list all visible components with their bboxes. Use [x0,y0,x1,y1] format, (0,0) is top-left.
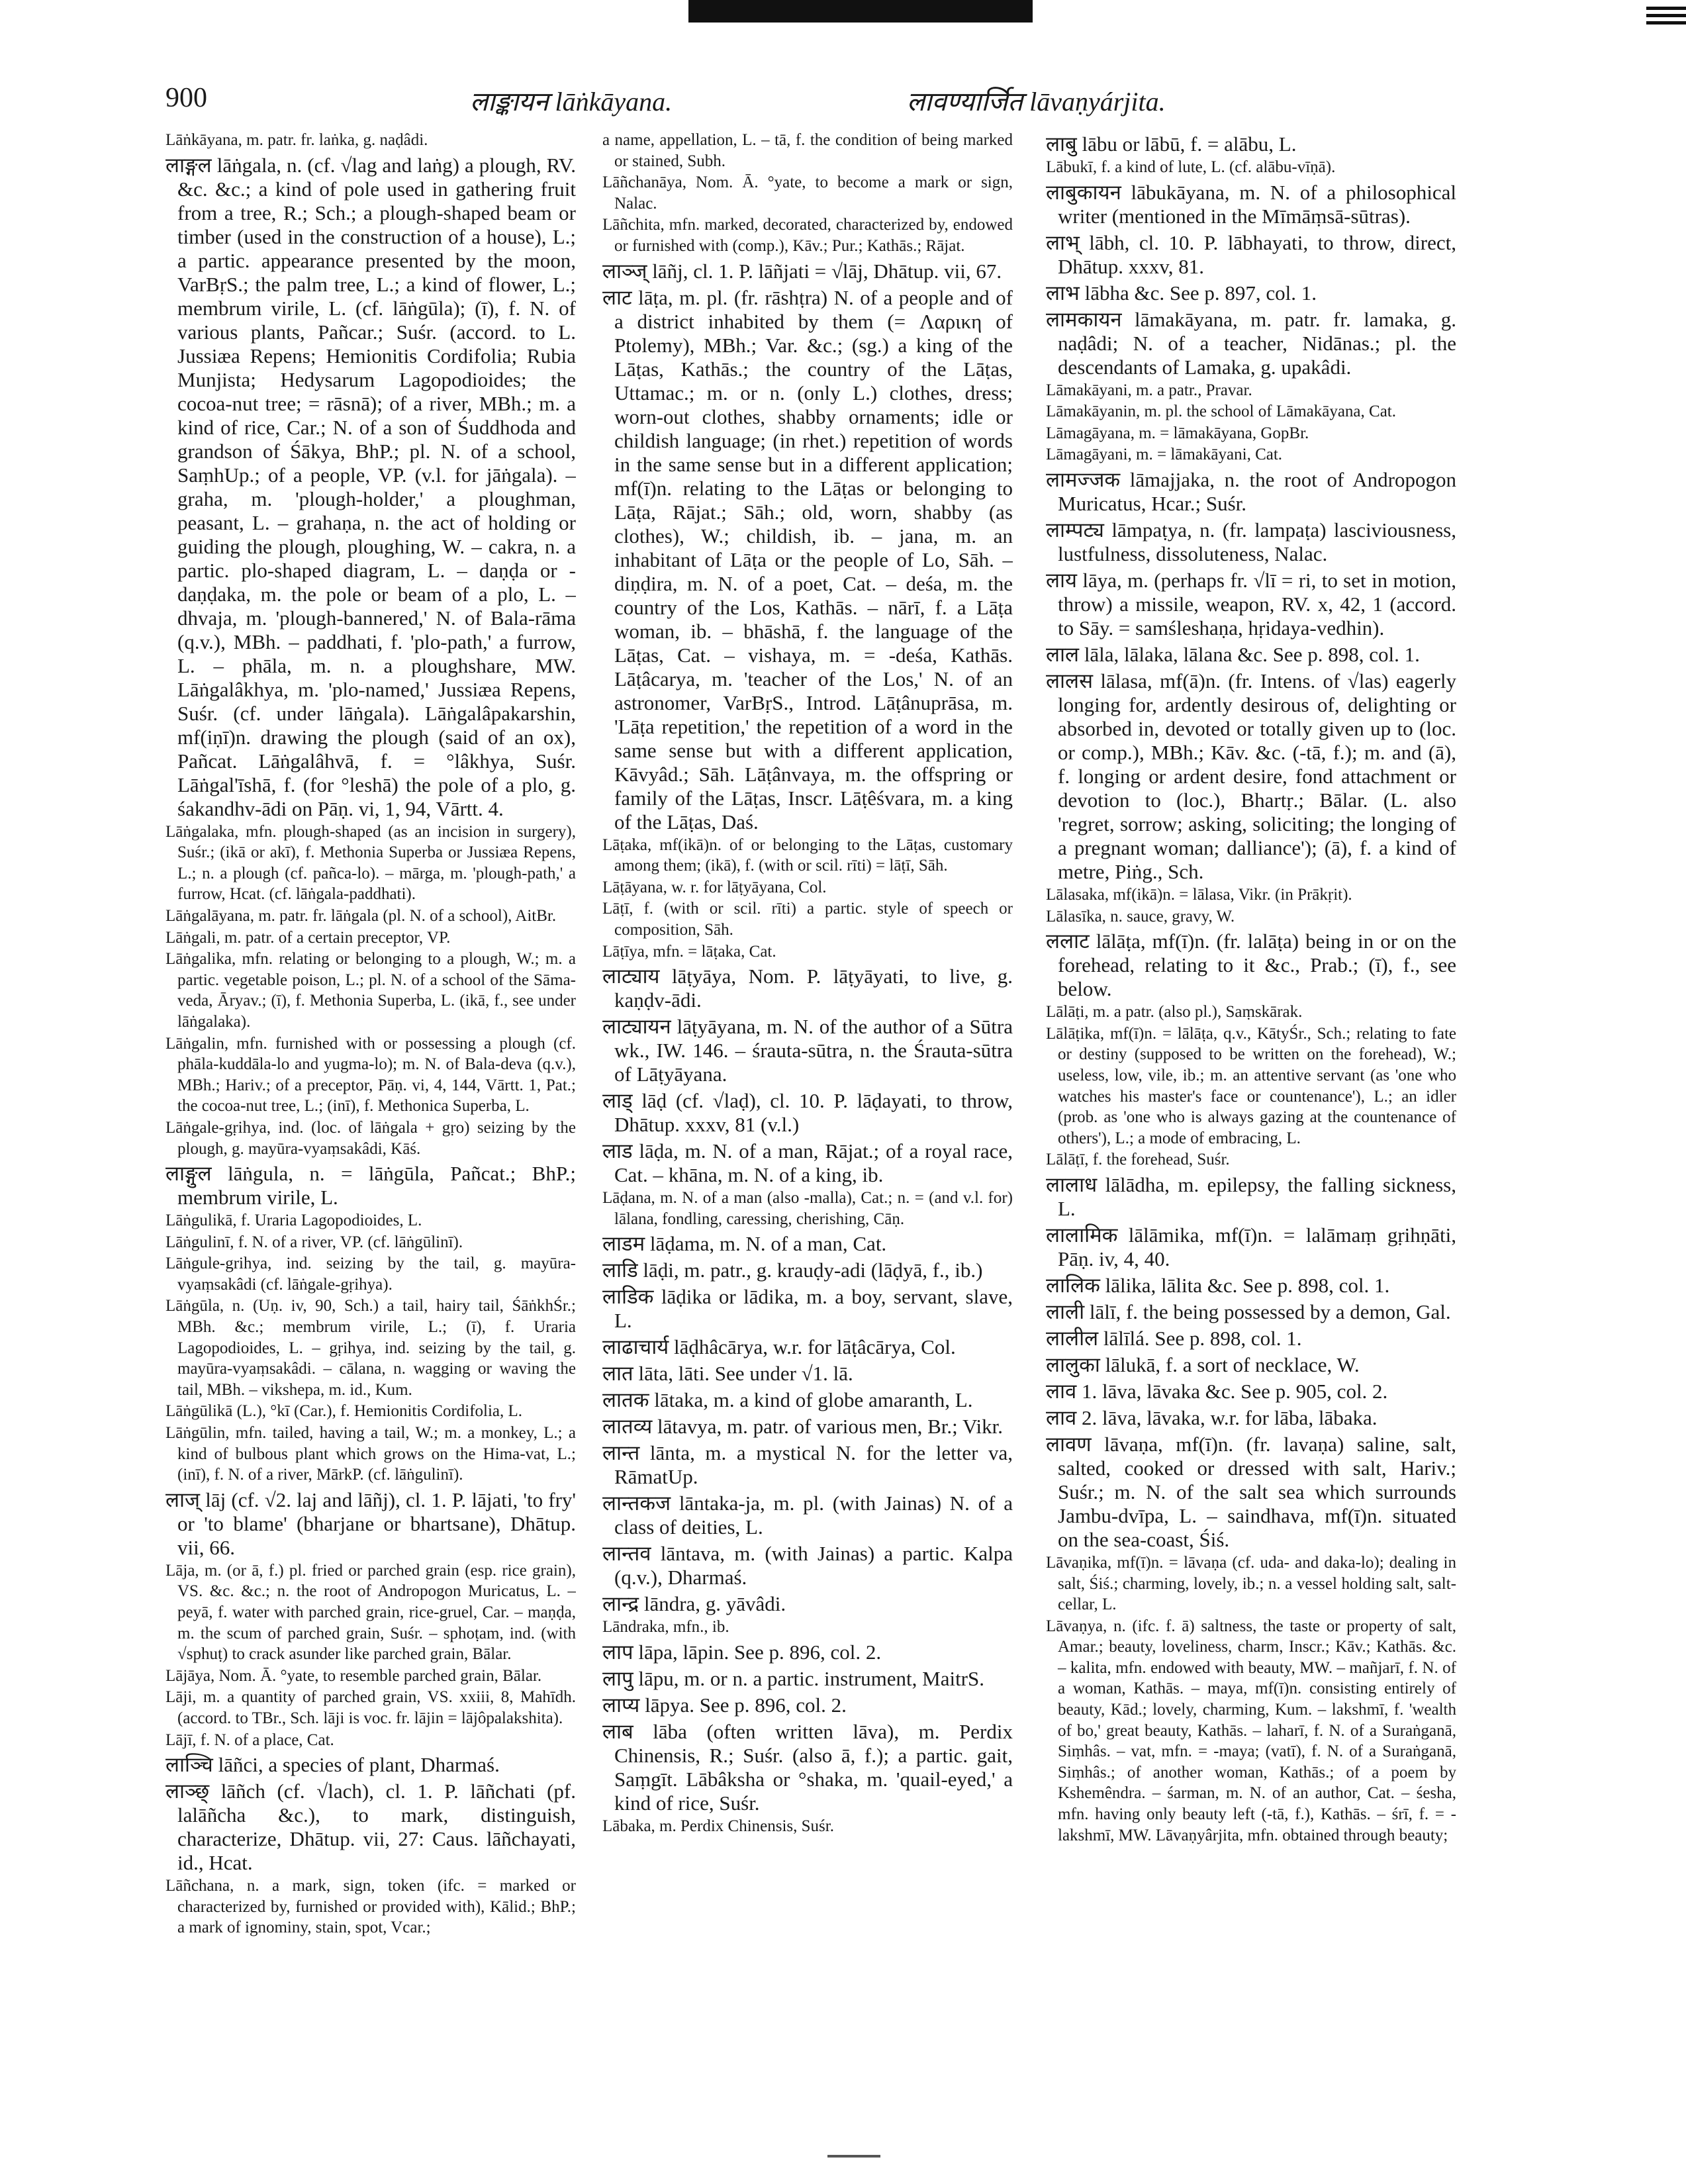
dictionary-entry: Lālasaka, mf(ikā)n. = lālasa, Vikr. (in Prākṛit). [1046,885,1352,904]
dictionary-entry: Lāṅgūla, n. (Uṇ. iv, 90, Sch.) a tail, hairy tail, ŚāṅkhŚr.; MBh. &c.; membrum virile, L.; (ī), f. Uraria Lagopodioides, L. – gṛihya, ind. seizing by the tail, g. mayūra-vyaṃsakâdi. – cālana, n. wagging or waving the tail, MBh. – vikshepa, m. id., Kum. [165,1297,576,1399]
dictionary-entry: लाड lāḍa, m. N. of a man, Rājat.; of a royal race, Cat. – khāna, m. N. of a king, ib. [602,1139,1013,1187]
dictionary-entry: लालुका lālukā, f. a sort of necklace, W. [1046,1353,1360,1376]
dictionary-entry: लालस lālasa, mf(ā)n. (fr. Intens. of √las) eagerly longing for, ardently desirous of, delighting or absorbed in, devoted or totally given up to (loc. or comp.), MBh.; Kāv. &c. (-tā, f.); m. and (ā), f. longing or ardent desire, fond attachment or devotion to (loc.), Bhartṛ.; Bālar. (L. also 'regret, sorrow; asking, soliciting; the longing of a pregnant woman; dalliance'); (ā), f. a kind of metre, Piṅg., Sch. [1046,669,1456,883]
dictionary-entry: ललाट lālāṭa, mf(ī)n. (fr. lalāṭa) being in or on the forehead, relating to it &c., Prab.; (ī), f., see below. [1046,929,1456,1001]
dictionary-entry: Lāji, m. a quantity of parched grain, VS. xxiii, 8, Mahīdh. (accord. to TBr., Sch. lāji is voc. fr. lājin = lājôpalakshita). [165,1688,576,1727]
dictionary-entry: लाढाचार्य lāḍhâcārya, w.r. for lāṭâcārya, Col. [602,1335,956,1359]
dictionary-entry: लातक lātaka, m. a kind of globe amaranth, L. [602,1388,973,1412]
dictionary-entry: लाङ्गल lāṅgala, n. (cf. √lag and laṅg) a plough, RV. &c. &c.; a kind of pole used in gathering fruit from a tree, R.; Sch.; a plough-shaped beam or timber (used in the construction of a house), L.; a partic. appearance presented by the moon, VarBṛS.; the palm tree, L.; a kind of flower, L.; membrum virile, L. (cf. lāṅgūla); (ī), f. N. of various plants, Pañcar.; Suśr. (accord. to L. Jussiæa Repens; Hemionitis Cordifolia; Rubia Munjista; Hedysarum Lagopodioides; the cocoa-nut tree; = rāsnā); of a river, MBh.; m. a kind of rice, Car.; N. of a son of Śuddhoda and grandson of Śākya, BhP.; pl. N. of a school, SaṃhUp.; of a people, VP. (v.l. for jāṅgala). – graha, m. 'plough-holder,' a ploughman, peasant, L. – grahaṇa, n. the act of holding or guiding the plough, ploughing, W. – cakra, n. a partic. plo-shaped diagram, L. – daṇḍa or -daṇḍaka, m. the pole or beam of a plo, L. – dhvaja, m. 'plough-bannered,' N. of Bala-rāma (q.v.), MBh. – paddhati, f. 'plo-path,' a furrow, L. – phāla, m. n. a ploughshare, MW. Lāṅgalâkhya, m. 'plo-named,' Jussiæa Repens, Suśr. (cf. under lāṅgala). Lāṅgalâpakarshin, mf(iṇī)n. drawing the plough (said of an ox), Pañcat. Lāṅgalâhvā, f. = °lâkhya, Suśr. Lāṅgal'īshā, f. (for °leshā) the pole of a plo, g. śakandhv-ādi on Pāṇ. vi, 1, 94, Vārtt. 4. [165,153,576,820]
column-3 [1046,130,1456,2142]
dictionary-entry: लान्तव lāntava, m. (with Jainas) a partic. Kalpa (q.v.), Dharmaś. [602,1542,1013,1590]
column-2 [602,130,1013,2142]
dictionary-entry: Lāndraka, mfn., ib. [602,1618,729,1637]
dictionary-entry: Lāmakāyanin, m. pl. the school of Lāmakāyana, Cat. [1046,403,1396,421]
dictionary-entry: लाव 1. lāva, lāvaka &c. See p. 905, col. 2. [1046,1379,1388,1403]
dictionary-entry: लालामिक lālāmika, mf(ī)n. = lalāmaṃ gṛihṇāti, Pāṇ. iv, 4, 40. [1046,1223,1456,1270]
dictionary-entry: Lāja, m. (or ā, f.) pl. fried or parched grain (esp. rice grain), VS. &c. &c.; n. the root of Andropogon Muricatus, L. – peyā, f. water with parched grain, rice-gruel, Car. – maṇḍa, m. the scum of parched grain, Suśr. – sphoṭam, ind. (with √sphuṭ) to crack asunder like parched grain, Bālar. [165,1561,576,1664]
dictionary-entry: Lāṅgale-gṛihya, ind. (loc. of lāṅgala + gṛo) seizing by the plough, g. mayūra-vyaṃsakâdi, Kāś. [165,1118,576,1158]
running-head-right: लावण्यार्जित lāvaṇyárjita. [907,87,1166,117]
dictionary-entry: लाट्याय lāṭyāya, Nom. P. lāṭyāyati, to live, g. kaṇḍv-ādi. [602,965,1013,1012]
dictionary-entry: Lāṅgalin, mfn. furnished with or possessing a plough (cf. phāla-kuddāla-lo and yugma-lo); m. N. of Bala-deva (q.v.), MBh.; Hariv.; of a preceptor, Pāṇ. vi, 4, 144, Vārtt. 1, Pat.; the cocoa-nut tree, L.; (inī), f. Methonica Superba, L. [165,1034,576,1116]
dictionary-entry: Lāṅgulikā, f. Uraria Lagopodioides, L. [165,1211,422,1230]
dictionary-entry: लाली lālī, f. the being possessed by a demon, Gal. [1046,1300,1451,1323]
dictionary-entry: Lālāṭika, mf(ī)n. = lālāṭa, q.v., KātyŚr., Sch.; relating to fate or destiny (supposed to be written on the forehead), W.; useless, low, vile, ib.; m. an attentive servant (as 'one who watches his master's face or countenance'), L.; an idler (prob. as 'one who is always gazing at the countenance of others'), L.; a mode of embracing, L. [1046,1024,1456,1147]
dictionary-entry: Lāmagāyani, m. = lāmakāyani, Cat. [1046,446,1283,464]
dictionary-entry: लामकायन lāmakāyana, m. patr. fr. lamaka, g. naḍâdi; N. of a teacher, Nidānas.; pl. the descendants of Lamaka, g. upakâdi. [1046,307,1456,379]
dictionary-entry: लाबु lābu or lābū, f. = alābu, L. [1046,132,1297,156]
dictionary-entry: Lāñchana, n. a mark, sign, token (ifc. = marked or characterized by, furnished or provided with), Kālid.; BhP.; a mark of ignominy, stain, spot, Vcar.; [165,1877,576,1937]
dictionary-entry: लाप्य lāpya. See p. 896, col. 2. [602,1693,847,1717]
dictionary-entry: लाडम lāḍama, m. N. of a man, Cat. [602,1232,887,1256]
dictionary-entry: Lāṅkāyana, m. patr. fr. laṅka, g. naḍâdi. [165,131,428,149]
dictionary-entry: Lāñchita, mfn. marked, decorated, characterized by, endowed or furnished with (comp.), Kāv.; Pur.; Kathās.; Rājat. [602,216,1013,255]
dictionary-entry: लाज् lāj (cf. √2. laj and lāñj), cl. 1. P. lājati, 'to fry' or 'to blame' (bharjane or bhartsane), Dhātup. vii, 66. [165,1488,576,1559]
dictionary-entry: लापु lāpu, m. or n. a partic. instrument, MaitrS. [602,1666,985,1690]
dictionary-entry: Lājāya, Nom. Ā. °yate, to resemble parched grain, Bālar. [165,1666,542,1685]
dictionary-entry: लात lāta, lāti. See under √1. lā. [602,1362,853,1386]
dictionary-entry: Lāṭīya, mfn. = lāṭaka, Cat. [602,942,776,961]
dictionary-entry: Lābaka, m. Perdix Chinensis, Suśr. [602,1817,834,1835]
dictionary-entry: लाञ्चि lāñci, a species of plant, Dharmaś. [165,1753,500,1777]
scan-side-mark [1646,7,1686,33]
dictionary-entry: लान्द्र lāndra, g. yāvâdi. [602,1592,786,1616]
dictionary-entry: लाम्पट्य lāmpaṭya, n. (fr. lampaṭa) lasciviousness, lustfulness, dissoluteness, Nalac. [1046,518,1456,565]
running-head-left: लाङ्कायन lāṅkāyana. [470,87,673,117]
dictionary-entry: Lāṅgalika, mfn. relating or belonging to a plough, W.; m. a partic. vegetable poison, L.; pl. N. of a school of the Sāma-veda, Āryav.; (ī), f. Methonia Superba, L. (ikā, f., see under lāṅgalaka). [165,950,576,1031]
dictionary-entry: Lāṅgali, m. patr. of a certain preceptor, VP. [165,928,451,947]
footer-rule [827,2155,880,2158]
dictionary-entry: लाङ्गुल lāṅgula, n. = lāṅgūla, Pañcat.; BhP.; membrum virile, L. [165,1162,576,1210]
dictionary-entry: लान्तकज lāntaka-ja, m. pl. (with Jainas) N. of a class of deities, L. [602,1492,1013,1539]
dictionary-entry: Lāmakāyani, m. a patr., Pravar. [1046,381,1252,399]
dictionary-entry: Lāmagāyana, m. = lāmakāyana, GopBr. [1046,424,1309,442]
dictionary-entry: Lālāṭi, m. a patr. (also pl.), Saṃskārak. [1046,1003,1303,1021]
page-header [165,82,1522,119]
dictionary-entry: लाञ्ज् lāñj, cl. 1. P. lāñjati = √lāj, Dhātup. vii, 67. [602,259,1002,283]
dictionary-entry: Lāvaṇya, n. (ifc. f. ā) saltness, the taste or property of salt, Amar.; beauty, loveliness, charm, Inscr.; Kāv.; Kathās. &c. – kalita, mfn. endowed with beauty, MW. – mañjarī, f. N. of a woman, Kathās. – maya, mf(ī)n. consisting entirely of beauty, Kād.; lovely, charming, Kum. – lakshmī, f. 'wealth of bo,' great beauty, Kathās. – laharī, f. N. of a Suraṅganā, Siṃhâs. – vat, mfn. = -maya; (vatī), f. N. of a Suraṅganā, Siṃhâs.; of another woman, Kathās.; of a poem by Kshemêndra. – śarman, m. N. of an author, Cat. – śesha, mfn. having only beauty left (-tā, f.), Kathās. – śrī, f. = -lakshmī, MW. Lāvaṇyârjita, mfn. obtained through beauty; [1046,1617,1456,1844]
dictionary-entry: a name, appellation, L. – tā, f. the condition of being marked or stained, Subh. [602,131,1013,170]
dictionary-entry: Lāṅgalāyana, m. patr. fr. lāṅgala (pl. N. of a school), AitBr. [165,906,557,925]
dictionary-entry: लाडि lāḍi, m. patr., g. krauḍy-adi (lāḍyā, f., ib.) [602,1258,983,1282]
dictionary-entry: लावण lāvaṇa, mf(ī)n. (fr. lavaṇa) saline, salt, salted, cooked or dressed with salt, Hariv.; Suśr.; m. N. of the salt sea which surrounds Jambu-dvīpa, L. – saindhava, mf(ī)n. situated on the sea-coast, Śiś. [1046,1432,1456,1551]
dictionary-entry: लाञ्छ् lāñch (cf. √lach), cl. 1. P. lāñchati (pf. lalāñcha &c.), to mark, distinguish, characterize, Dhātup. vii, 27: Caus. lāñchayati, id., Hcat. [165,1780,576,1875]
dictionary-entry: लाब lāba (often written lāva), m. Perdix Chinensis, R.; Suśr. (also ā, f.); a partic. gait, Saṃgīt. Lābâksha or °shaka, m. 'quail-eyed,' a kind of rice, Suśr. [602,1719,1013,1815]
dictionary-entry: लाट lāṭa, m. pl. (fr. rāshṭra) N. of a people and of a district inhabited by them (= Λαρικη of Ptolemy), MBh.; Var. &c.; (sg.) a king of the Lāṭas, Kathās.; the country of the Lāṭas, Uttamac.; m. or n. (only L.) clothes, dress; worn-out clothes, shabby ornaments; idle or childish language; (in rhet.) repetition of words in the same sense but in a different application; mf(ī)n. relating to the Lāṭas or belonging to Lāṭa, Rājat.; Sāh.; old, worn, shabby (as clothes), W.; childish, ib. – jana, m. an inhabitant of Lāṭa or the people of Lo, Sāh. – diṇḍira, m. N. of a poet, Cat. – deśa, m. the country of the Los, Kathās. – nārī, f. a Lāṭa woman, ib. – bhāshā, f. the language of the Lāṭas, Cat. – vishaya, m. = -deśa, Kathās. Lāṭâcarya, m. 'teacher of the Los,' N. of an astronomer, VarBṛS., Introd. Lāṭânuprāsa, m. 'Lāṭa repetition,' the repetition of a word in the same sense but with a different application, Kāvyâd.; Sāh. Lāṭânvaya, m. the offspring or family of the Lāṭas, Inscr. Lāṭêśvara, m. a king of the Lāṭas, Daś. [602,285,1013,833]
dictionary-entry: Lābukī, f. a kind of lute, L. (cf. alābu-vīṇā). [1046,158,1336,176]
dictionary-entry: Lājī, f. N. of a place, Cat. [165,1731,334,1749]
page-number: 900 [165,83,207,113]
column-1 [165,130,576,2142]
dictionary-entry: लामज्जक lāmajjaka, n. the root of Andropogon Muricatus, Hcar.; Suśr. [1046,467,1456,515]
dictionary-entry: Lāñchanāya, Nom. Ā. °yate, to become a mark or sign, Nalac. [602,173,1013,213]
dictionary-entry: लाडिक lāḍika or lādika, m. a boy, servant, slave, L. [602,1285,1013,1333]
dictionary-entry: Lālasīka, n. sauce, gravy, W. [1046,907,1235,926]
dictionary-entry: Lāḍana, m. N. of a man (also -malla), Cat.; n. = (and v.l. for) lālana, fondling, caressing, cherishing, Cāṇ. [602,1189,1013,1228]
dictionary-entry: लाव 2. lāva, lāvaka, w.r. for lāba, lābaka. [1046,1405,1378,1429]
dictionary-entry: Lāṅgūlin, mfn. tailed, having a tail, W.; m. a monkey, L.; a kind of bulbous plant which grows on the Hima-vat, L.; (inī), f. N. of a river, MārkP. (cf. lāṅgulinī). [165,1424,576,1484]
dictionary-entry: लालील lālīlá. See p. 898, col. 1. [1046,1326,1302,1350]
dictionary-entry: Lāṭī, f. (with or scil. rīti) a partic. style of speech or composition, Sāh. [602,900,1013,939]
dictionary-entry: लान्त lānta, m. a mystical N. for the letter va, RāmatUp. [602,1441,1013,1489]
dictionary-entry: लाट्यायन lāṭyāyana, m. N. of the author of a Sūtra wk., IW. 146. – śrauta-sūtra, n. the Śrauta-sūtra of Lāṭyāyana. [602,1015,1013,1086]
dictionary-entry: Lāṅgulinī, f. N. of a river, VP. (cf. lāṅgūlinī). [165,1233,463,1251]
dictionary-entry: Lāvaṇika, mf(ī)n. = lāvaṇa (cf. uda- and daka-lo); dealing in salt, Śiś.; charming, lovely, ib.; n. a vessel holding salt, salt-cellar, L. [1046,1553,1456,1614]
dictionary-entry: Lāṅgule-grihya, ind. seizing by the tail, g. mayūra-vyaṃsakâdi (cf. lāṅgale-gṛihya). [165,1255,576,1294]
dictionary-entry: लालिक lālika, lālita &c. See p. 898, col. 1. [1046,1273,1390,1297]
dictionary-entry: लाबुकायन lābukāyana, m. N. of a philosophical writer (mentioned in the Mīmāṃsā-sūtras). [1046,180,1456,228]
scan-edge-mark [688,0,1033,23]
dictionary-entry: Lāṭāyana, w. r. for lāṭyāyana, Col. [602,878,827,896]
dictionary-entry: लाल lāla, lālaka, lālana &c. See p. 898, col. 1. [1046,642,1420,666]
dictionary-entry: लातव्य lātavya, m. patr. of various men, Br.; Vikr. [602,1415,1003,1439]
dictionary-entry: Lāṭaka, mf(ikā)n. of or belonging to the Lāṭas, customary among them; (ikā), f. (with or scil. rīti) = lāṭī, Sāh. [602,835,1013,875]
dictionary-entry: Lālāṭī, f. the forehead, Suśr. [1046,1151,1230,1169]
dictionary-entry: लाभ् lābh, cl. 10. P. lābhayati, to throw, direct, Dhātup. xxxv, 81. [1046,230,1456,278]
dictionary-entry: लाड् lāḍ (cf. √laḍ), cl. 10. P. lāḍayati, to throw, Dhātup. xxxv, 81 (v.l.) [602,1089,1013,1137]
dictionary-entry: लालाध lālādha, m. epilepsy, the falling sickness, L. [1046,1172,1456,1220]
dictionary-entry: Lāṅgūlikā (L.), °kī (Car.), f. Hemionitis Cordifolia, L. [165,1402,523,1421]
dictionary-entry: लाप lāpa, lāpin. See p. 896, col. 2. [602,1640,882,1664]
dictionary-entry: लाभ lābha &c. See p. 897, col. 1. [1046,281,1317,305]
dictionary-entry: लाय lāya, m. (perhaps fr. √lī = ri, to set in motion, throw) a missile, weapon, RV. x, 42, 1 (accord. to Sāy. = samśleshaṇa, hṛidaya-vedhin). [1046,568,1456,640]
dictionary-entry: Lāṅgalaka, mfn. plough-shaped (as an incision in surgery), Suśr.; (ikā or akī), f. Methonia Superba or Jussiæa Repens, L.; n. a plough (cf. pañca-lo). – mārga, m. 'plough-path,' a furrow, Hcat. (cf. lāṅgala-paddhati). [165,822,576,904]
